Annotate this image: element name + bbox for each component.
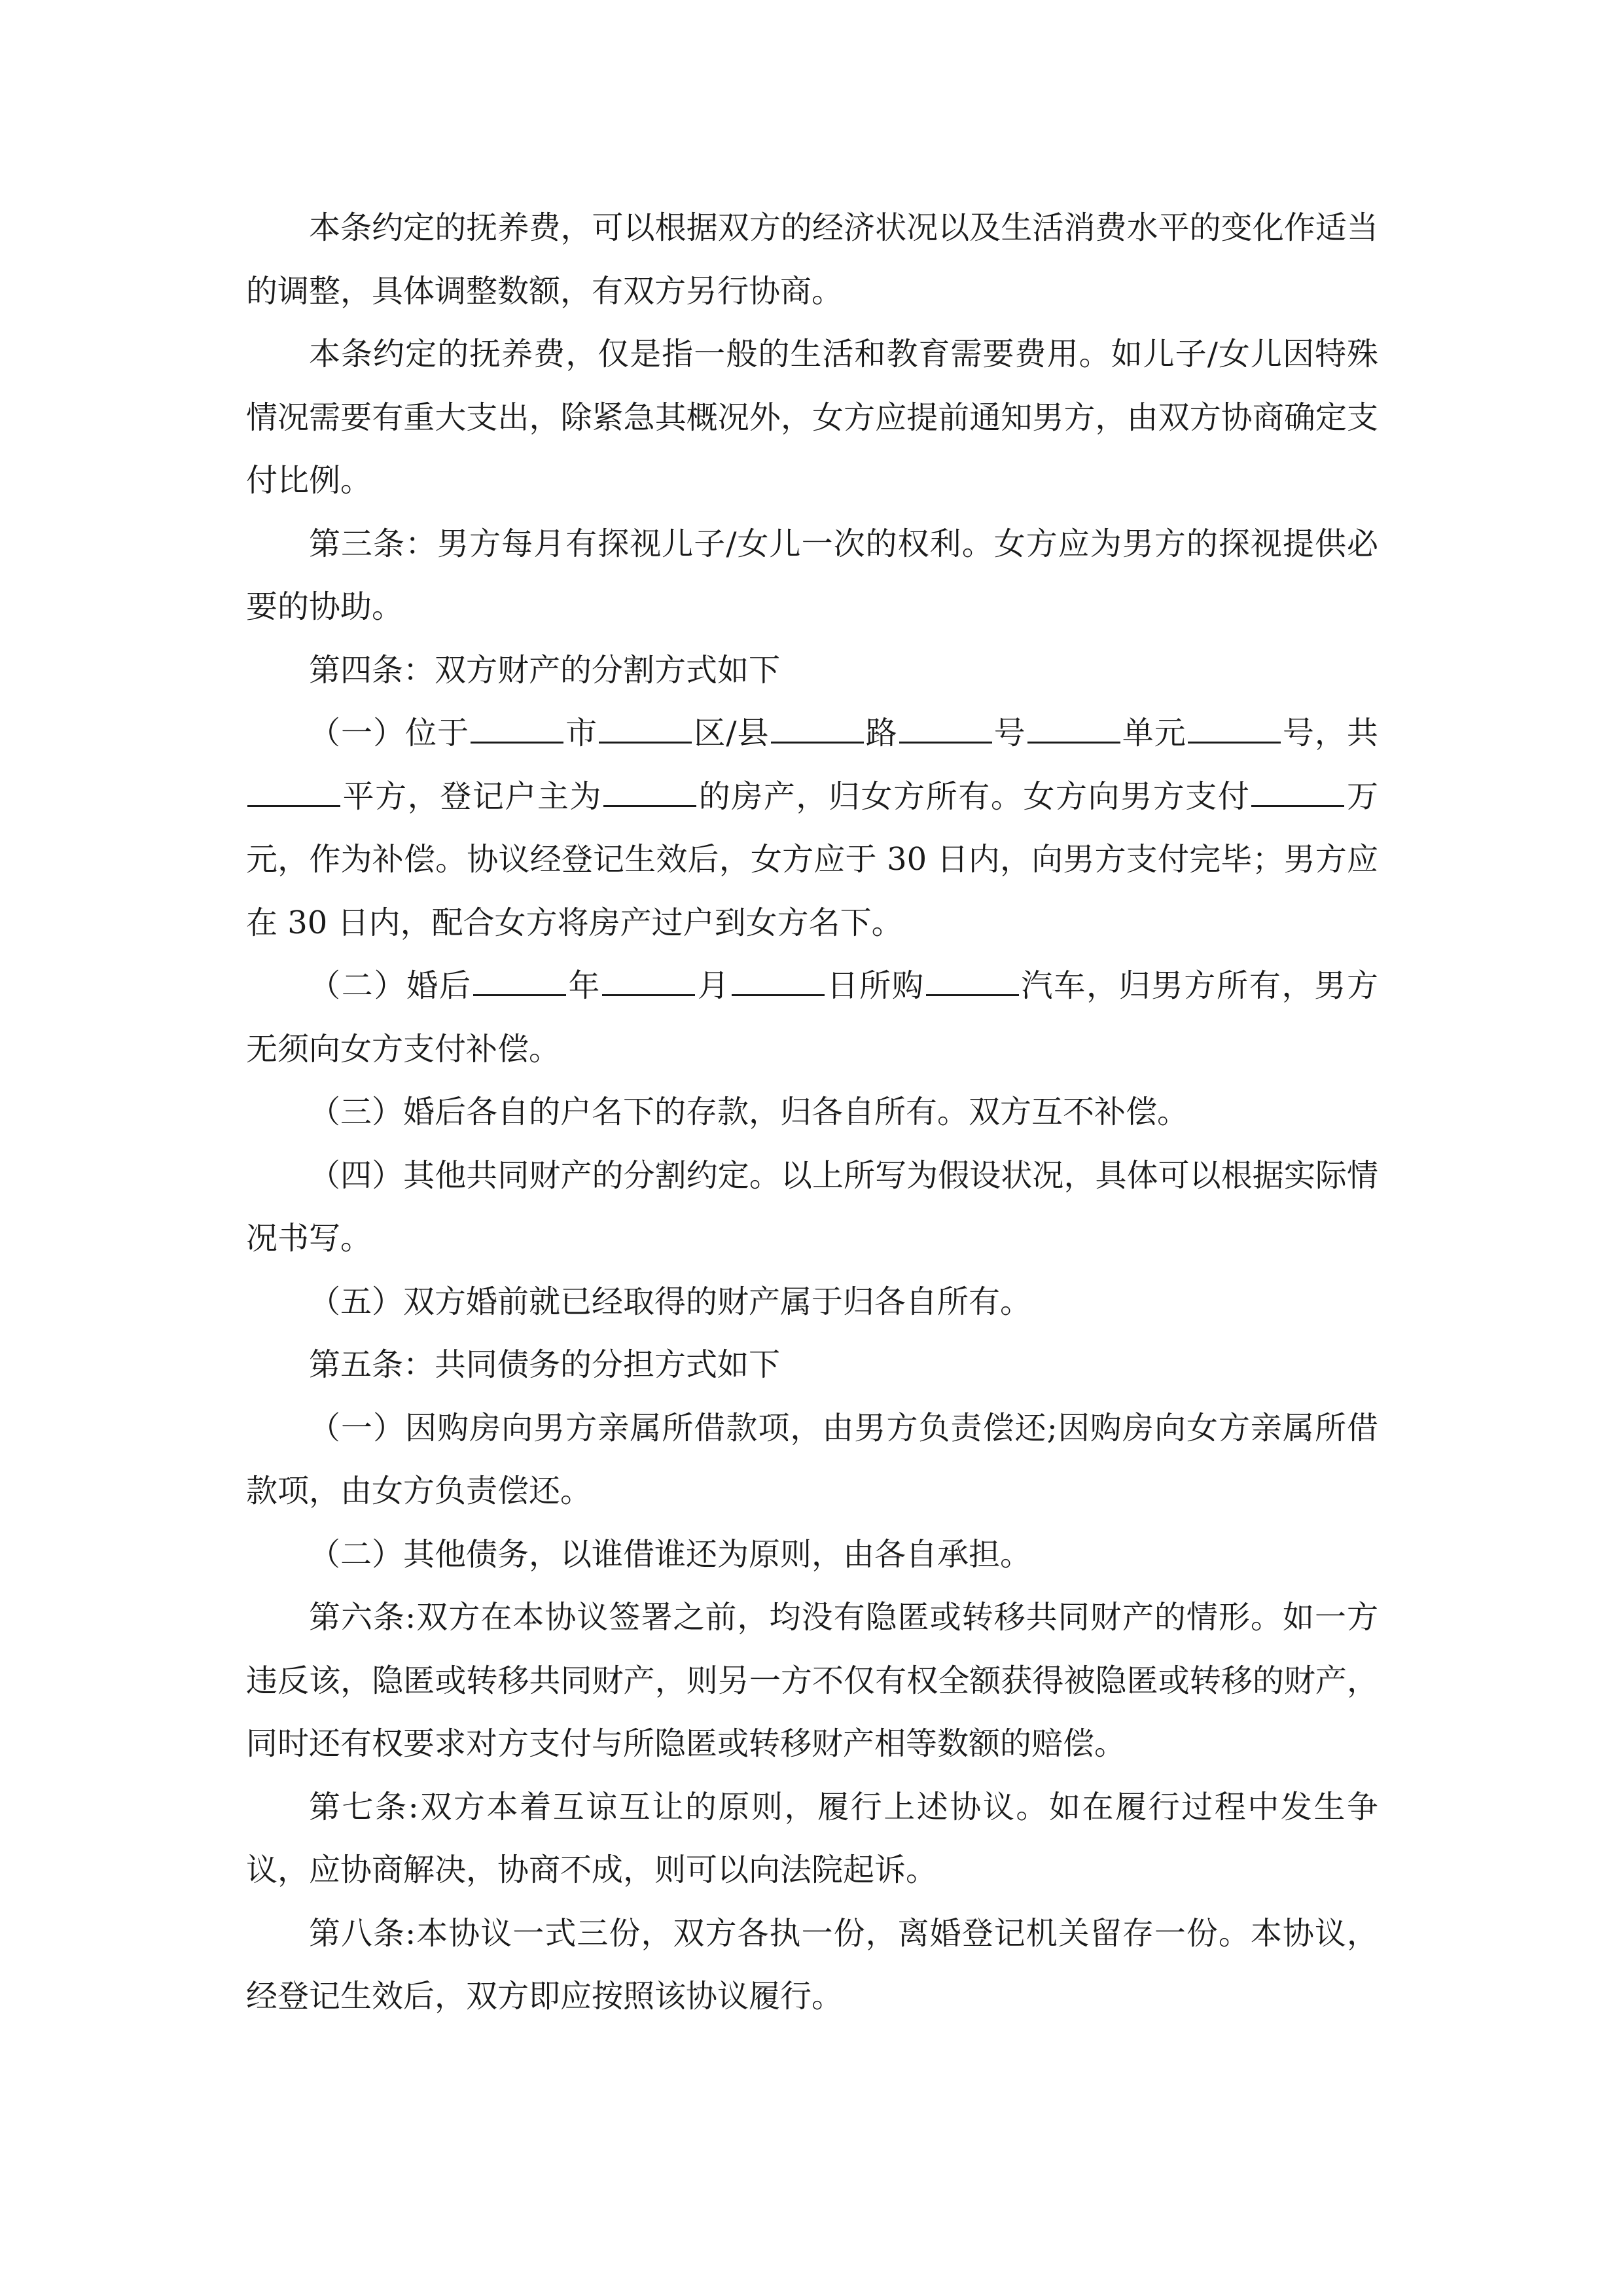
text-segment: 汽车，归男方所有，男方无须向女方支付补偿。: [246, 967, 1378, 1067]
text-segment: 的房产，归女方所有。女方向男方支付: [698, 778, 1251, 815]
paragraph-article-7: 第七条:双方本着互谅互让的原则，履行上述协议。如在履行过程中发生争议，应协商解决，协商不成，则可以向法院起诉。: [246, 1788, 1378, 1888]
paragraph-support-scope: 本条约定的抚养费，仅是指一般的生活和教育需要费用。如儿子/女儿因特殊情况需要有重大支出，除紧急其概况外，女方应提前通知男方，由双方协商确定支付比例。: [246, 336, 1378, 499]
blank-unit[interactable]: [1027, 711, 1120, 744]
paragraph-property-deposits: （三）婚后各自的户名下的存款，归各自所有。双方互不补偿。: [309, 1094, 1189, 1130]
blank-month[interactable]: [602, 964, 695, 996]
paragraph-property-premarital: （五）双方婚前就已经取得的财产属于归各自所有。: [309, 1283, 1032, 1320]
document-body: [246, 196, 1378, 2028]
blank-road-number[interactable]: [899, 711, 992, 744]
blank-road[interactable]: [771, 711, 864, 744]
blank-car-model[interactable]: [926, 964, 1019, 996]
blank-district[interactable]: [599, 711, 692, 744]
paragraph-property-car: [246, 954, 1378, 1081]
text-segment: 平方，登记户主为: [342, 778, 603, 815]
paragraph-article-3: 第三条：男方每月有探视儿子/女儿一次的权利。女方应为男方的探视提供必要的协助。: [246, 525, 1378, 625]
paragraph-article-8: 第八条:本协议一式三份，双方各执一份，离婚登记机关留存一份。本协议，经登记生效后，双方即应按照该协议履行。: [246, 1914, 1378, 2015]
blank-day[interactable]: [732, 964, 825, 996]
paragraph-property-other: （四）其他共同财产的分割约定。以上所写为假设状况，具体可以根据实际情况书写。: [246, 1157, 1378, 1257]
paragraph-support-adjustment: 本条约定的抚养费，可以根据双方的经济状况以及生活消费水平的变化作适当的调整，具体调整数额，有双方另行协商。: [246, 209, 1378, 310]
text-segment: 日所购: [825, 967, 925, 1004]
blank-compensation-amount[interactable]: [1251, 775, 1344, 807]
blank-city[interactable]: [471, 711, 563, 744]
blank-registered-owner[interactable]: [603, 775, 696, 807]
paragraph-article-5: 第五条：共同债务的分担方式如下: [309, 1346, 781, 1383]
text-segment: 号，共: [1281, 715, 1378, 751]
blank-room-number[interactable]: [1188, 711, 1281, 744]
blank-year[interactable]: [473, 964, 566, 996]
text-segment: 号: [993, 715, 1026, 751]
text-segment: 区/县: [693, 715, 770, 751]
paragraph-debt-other: （二）其他债务，以谁借谁还为原则，由各自承担。: [309, 1535, 1032, 1573]
text-segment: （二）婚后: [309, 967, 472, 1004]
text-segment: 路: [865, 715, 898, 751]
blank-area[interactable]: [247, 775, 340, 807]
paragraph-property-house: [246, 702, 1378, 954]
text-segment: （一）位于: [309, 715, 470, 751]
paragraph-article-6: 第六条:双方在本协议签署之前，均没有隐匿或转移共同财产的情形。如一方违反该，隐匿或转移共同财产，则另一方不仅有权全额获得被隐匿或转移的财产，同时还有权要求对方支付与所隐匿或转移财产相等数额的赔偿。: [246, 1599, 1378, 1762]
text-segment: 万元，作为补偿。协议经登记生效后，女方应于 30 日内，向男方支付完毕；男方应在 30 日内，配合女方将房产过户到女方名下。: [246, 778, 1378, 941]
text-segment: 市: [565, 715, 598, 751]
paragraph-debt-house: （一）因购房向男方亲属所借款项，由男方负责偿还;因购房向女方亲属所借款项，由女方负责偿还。: [246, 1409, 1378, 1509]
paragraph-article-4: 第四条：双方财产的分割方式如下: [309, 651, 781, 689]
text-segment: 年: [567, 967, 601, 1004]
text-segment: 月: [696, 967, 730, 1004]
text-segment: 单元: [1121, 715, 1186, 751]
